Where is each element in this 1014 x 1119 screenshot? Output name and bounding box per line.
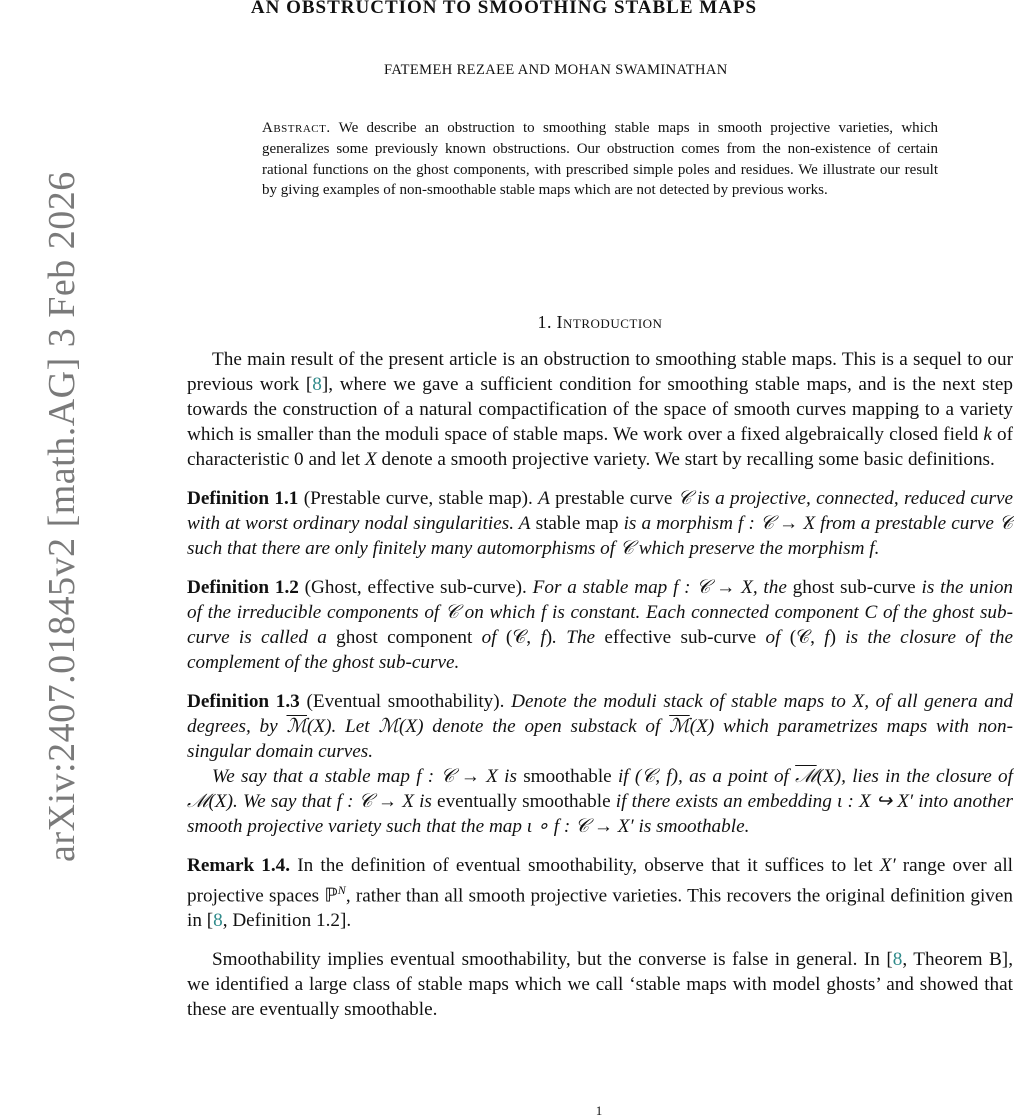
citation-link[interactable]: 8: [213, 910, 223, 932]
definition-1-3: Definition 1.3 (Eventual smoothability). Denote the moduli stack of stable maps to X, of all genera and degrees, by ℳ(X). Let ℳ(X) denote the open substack of ℳ(X) which parametrizes maps with non-singular domain curves.: [187, 691, 1014, 762]
section-title: Introduction: [556, 312, 663, 332]
paper-body: [187, 347, 1013, 1022]
section-heading: [0, 312, 1014, 333]
definition-label: Definition 1.2: [187, 577, 299, 598]
arxiv-sidebar: [0, 0, 83, 1119]
intro-paragraph: The main result of the present article is an obstruction to smoothing stable maps. This is a sequel to our previous work [8], where we gave a sufficient condition for smoothing stable maps, and is the next step towards the construction of a natural compactification of the space of smooth curves mapping to a variety which is smaller than the moduli space of stable maps. We work over a fixed algebraically closed field k of characteristic 0 and let X denote a smooth projective variety. We start by recalling some basic definitions.: [187, 349, 1014, 470]
citation-link[interactable]: 8: [892, 949, 903, 971]
abstract-label: Abstract.: [262, 120, 331, 136]
remark-label: Remark 1.4.: [187, 855, 291, 876]
arxiv-identifier: arXiv:2407.01845v2 [math.AG] 3 Feb 2026: [41, 171, 83, 862]
closing-paragraph: Smoothability implies eventual smoothability, but the converse is false in general. In [8, Theorem B], we identified a large class of stable maps which we call ‘stable maps with model ghosts’ and showed that these are eventually smoothable.: [187, 949, 1013, 1021]
definition-name: (Ghost, effective sub-curve).: [304, 577, 527, 598]
definition-1-3-continued: We say that a stable map f : 𝒞 → X is smoothable if (𝒞, f), as a point of ℳ(X), lies in the closure of ℳ(X). We say that f : 𝒞 → X is eventually smoothable if there exists an embedding ι : X ↪ X′ into another smooth projective variety such that the map ι ∘ f : 𝒞 → X′ is smoothable.: [187, 766, 1013, 837]
definition-label: Definition 1.3: [187, 691, 300, 712]
abstract-text: We describe an obstruction to smoothing stable maps in smooth projective varieties, which generalizes some previously known obstructions. Our obstruction comes from the non-existence of certain rational functions on the ghost components, with prescribed simple poles and residues. We illustrate our result by giving examples of non-smoothable stable maps which are not detected by previous works.: [262, 120, 939, 199]
section-number: 1.: [537, 312, 553, 332]
paper-authors: FATEMEH REZAEE AND MOHAN SWAMINATHAN: [384, 62, 728, 78]
definition-1-1: Definition 1.1 (Prestable curve, stable map). A prestable curve 𝒞 is a projective, connected, reduced curve with at worst ordinary nodal singularities. A stable map is a morphism f : 𝒞 → X from a prestable curve 𝒞 such that there are only finitely many automorphisms of 𝒞 which preserve the morphism f.: [187, 488, 1014, 559]
page-number: 1: [595, 1103, 603, 1118]
definition-name: (Prestable curve, stable map).: [303, 488, 533, 509]
definition-1-2: Definition 1.2 (Ghost, effective sub-curve). For a stable map f : 𝒞 → X, the ghost sub-curve is the union of the irreducible components of 𝒞 on which f is constant. Each connected component C of the ghost sub-curve is called a ghost component of (𝒞, f). The effective sub-curve of (𝒞, f) is the closure of the complement of the ghost sub-curve.: [187, 577, 1014, 673]
definition-name: (Eventual smoothability).: [306, 691, 505, 712]
abstract: [262, 118, 938, 201]
definition-label: Definition 1.1: [187, 488, 299, 509]
citation-link[interactable]: 8: [312, 374, 322, 395]
paper-title: AN OBSTRUCTION TO SMOOTHING STABLE MAPS: [250, 0, 758, 18]
remark-1-4: Remark 1.4. In the definition of eventual smoothability, observe that it suffices to let X′ range over all projective spaces ℙ$^N$, rather than all smooth projective varieties. This recovers the original definition given in [8, Definition 1.2].: [187, 855, 1013, 932]
